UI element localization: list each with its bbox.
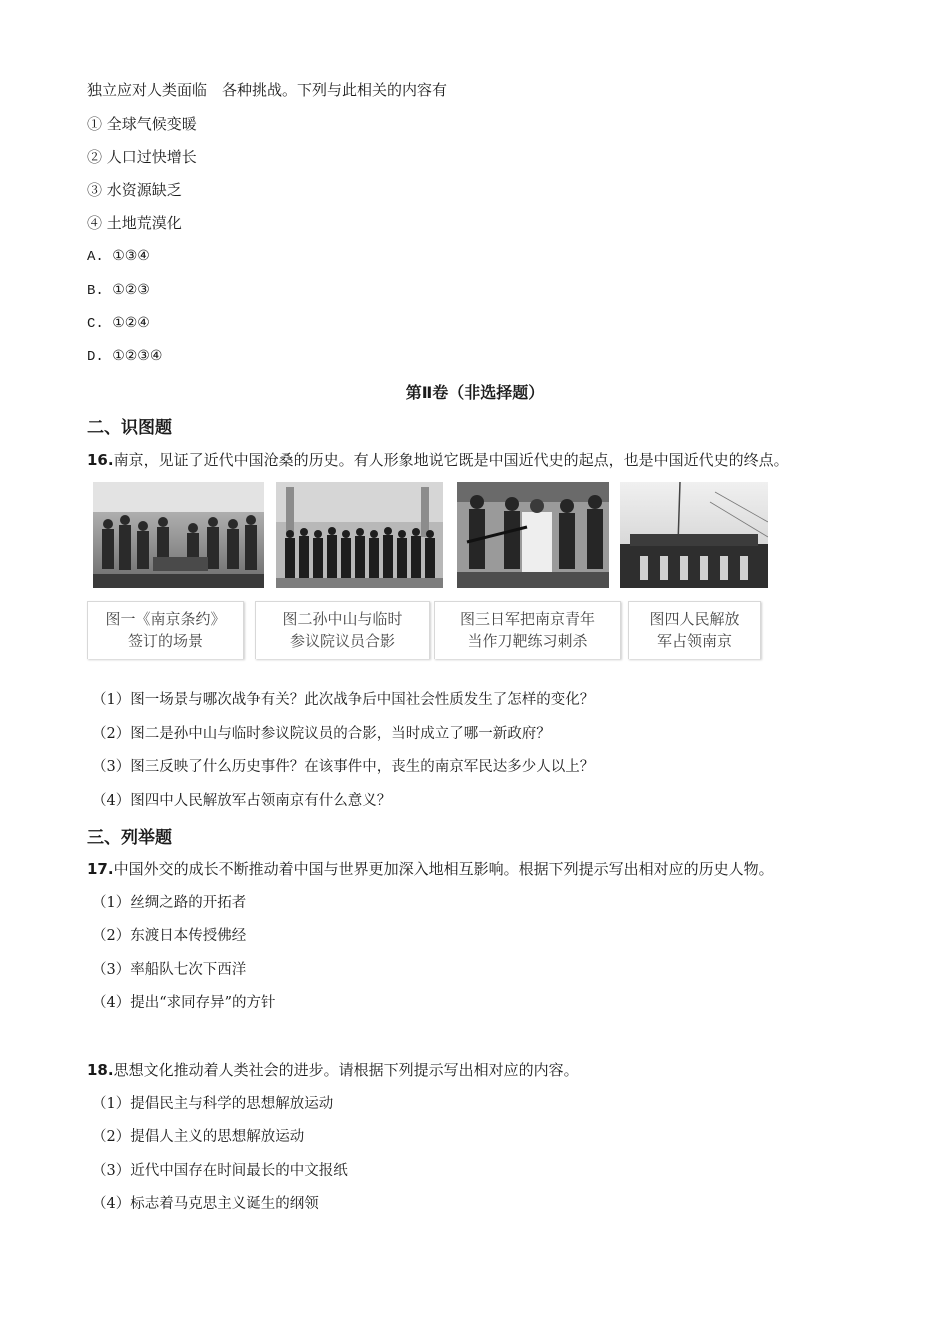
list-item: ② 人口过快增长 <box>87 148 197 166</box>
caption-line: 参议院议员合影 <box>289 632 395 650</box>
caption-line: 图四人民解放 <box>649 610 740 628</box>
photo-sun-yatsen-group <box>276 482 443 588</box>
photo-nanjing-massacre <box>457 482 609 588</box>
question-stem-continuation: 独立应对人类面临 各种挑战。下列与此相关的内容有 <box>87 81 448 99</box>
sub-question: （4）图四中人民解放军占领南京有什么意义？ <box>92 793 392 809</box>
question-18-stem <box>87 1060 579 1080</box>
sub-question: （4）标志着马克思主义诞生的纲领 <box>92 1196 319 1212</box>
question-number: 16. <box>87 451 114 469</box>
caption-figure-1 <box>87 601 244 659</box>
option-c: C. ①②④ <box>87 316 150 332</box>
caption-figure-2 <box>255 601 430 659</box>
photo-pla-occupies-nanjing <box>620 482 768 588</box>
question-text: 中国外交的成长不断推动着中国与世界更加深入地相互影响。根据下列提示写出相对应的历史人物。 <box>113 860 774 878</box>
question-number: 18. <box>87 1061 114 1079</box>
sub-question: （1）丝绸之路的开拓者 <box>92 895 247 911</box>
section-title: 二、识图题 <box>87 418 172 438</box>
sub-question: （3）率船队七次下西洋 <box>92 962 247 978</box>
sub-question: （2）东渡日本传授佛经 <box>92 928 247 944</box>
caption-line: 当作刀靶练习刺杀 <box>467 632 588 650</box>
question-text: 南京，见证了近代中国沧桑的历史。有人形象地说它既是中国近代史的起点，也是中国近代史的终点。 <box>113 451 789 469</box>
sub-question: （4）提出“求同存异”的方针 <box>92 995 276 1011</box>
question-number: 17. <box>87 860 114 878</box>
sub-question: （2）提倡人主义的思想解放运动 <box>92 1129 305 1145</box>
volume-title: 第Ⅱ卷（非选择题） <box>405 383 545 402</box>
list-item: ③ 水资源缺乏 <box>87 181 182 199</box>
caption-line: 图三日军把南京青年 <box>459 610 595 628</box>
list-item: ① 全球气候变暖 <box>87 115 197 133</box>
question-text: 思想文化推动着人类社会的进步。请根据下列提示写出相对应的内容。 <box>113 1061 579 1079</box>
sub-question: （1）图一场景与哪次战争有关？此次战争后中国社会性质发生了怎样的变化？ <box>92 692 595 708</box>
caption-line: 图二孙中山与临时 <box>282 610 403 628</box>
list-item: ④ 土地荒漠化 <box>87 214 182 232</box>
option-d: D. ①②③④ <box>87 349 163 365</box>
question-16-stem <box>87 450 789 470</box>
caption-line: 图一《南京条约》 <box>105 610 226 628</box>
question-17-stem <box>87 859 774 879</box>
section-title: 三、列举题 <box>87 828 172 848</box>
sub-question: （3）图三反映了什么历史事件？在该事件中，丧生的南京军民达多少人以上？ <box>92 759 595 775</box>
option-a: A. ①③④ <box>87 249 150 265</box>
caption-figure-4 <box>628 601 761 659</box>
caption-line: 签订的场景 <box>127 632 203 650</box>
photo-treaty-signing <box>93 482 264 588</box>
sub-question: （1）提倡民主与科学的思想解放运动 <box>92 1096 334 1112</box>
caption-line: 军占领南京 <box>656 632 732 650</box>
sub-question: （3）近代中国存在时间最长的中文报纸 <box>92 1163 348 1179</box>
sub-question: （2）图二是孙中山与临时参议院议员的合影，当时成立了哪一新政府？ <box>92 726 551 742</box>
option-b: B. ①②③ <box>87 283 150 299</box>
caption-figure-3 <box>434 601 621 659</box>
